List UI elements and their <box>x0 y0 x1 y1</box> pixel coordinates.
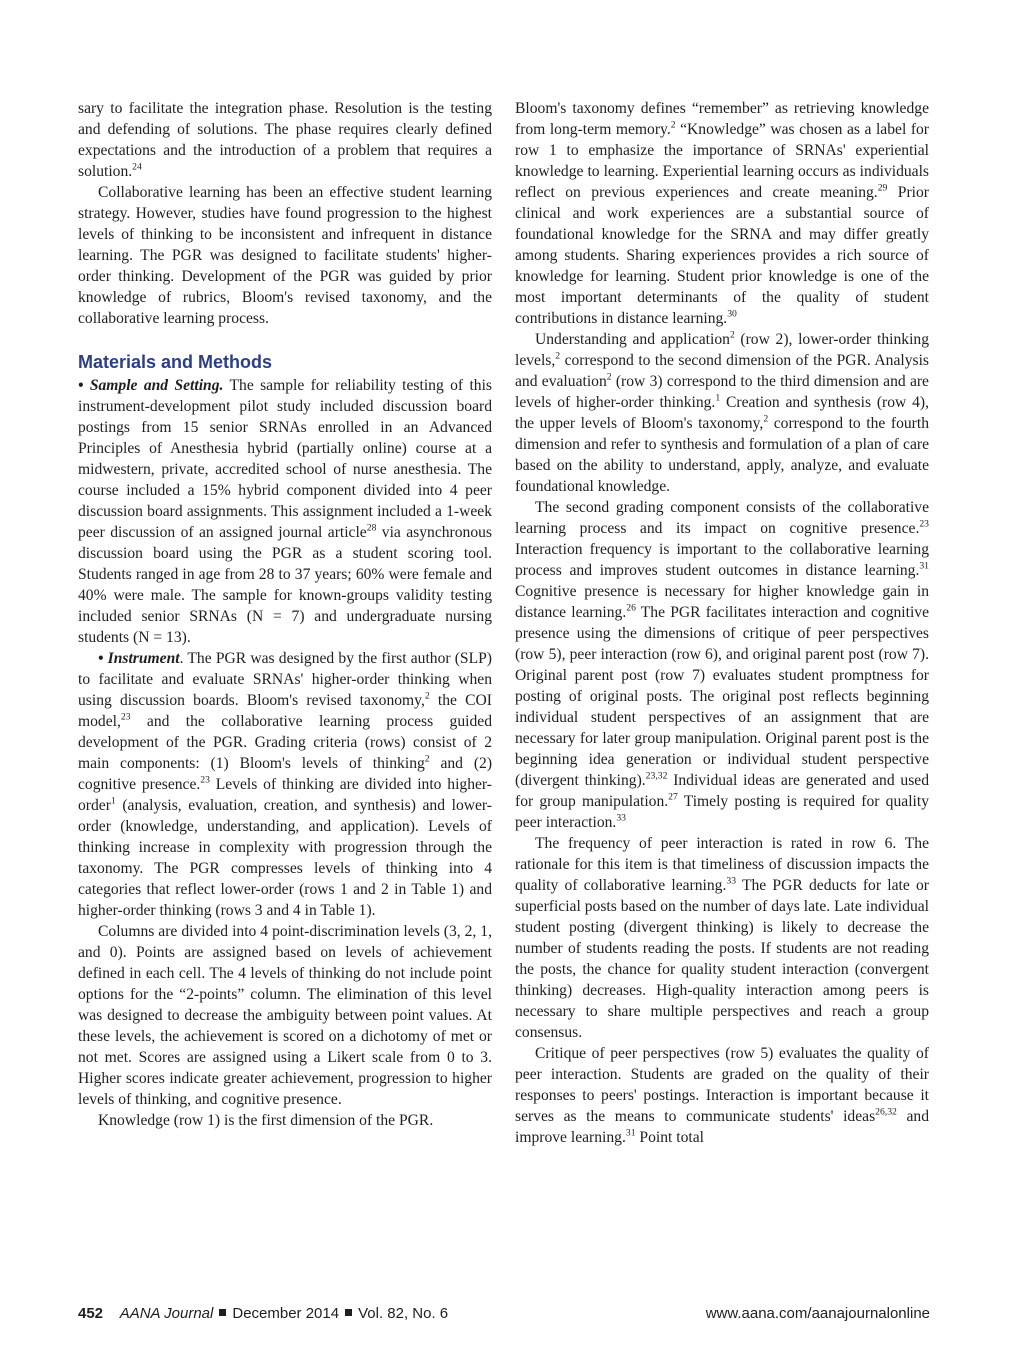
paragraph-text: and (2) cognitive presence. <box>78 755 493 793</box>
paragraph-text: The PGR facilitates interaction and cognitive presence using the dimensions of critique of peer perspectives (row 5), peer interaction (row 6), and original parent post (row 7). Original parent post (row 7) evaluates student promptness for posting of original posts. The original post reflects beginning individual student perspectives of an assignment that are necessary for later group manipulation. Original parent post is the beginning idea generation or individual student perspective (divergent thinking). <box>515 604 930 789</box>
paragraph: Knowledge (row 1) is the first dimension of the PGR. <box>98 1112 434 1129</box>
paragraph <box>515 497 929 833</box>
run-in-heading: • Sample and Setting. <box>78 377 224 394</box>
citation-ref: 28 <box>366 522 377 534</box>
page-number: 452 <box>78 1305 104 1322</box>
citation-ref: 2 <box>606 371 612 383</box>
paragraph <box>515 98 929 329</box>
paragraph-text: correspond to the fourth dimension and refer to synthesis and formulation of a plan of care based on the ability to understand, apply, analyze, and evaluate foundational knowledge. <box>515 415 930 495</box>
citation-ref: 1 <box>110 795 116 807</box>
paragraph-text: correspond to the second dimension of the PGR. Analysis and evaluation <box>515 352 929 390</box>
citation-ref: 30 <box>727 308 737 320</box>
paragraph-text: via asynchronous discussion board using the PGR as a student scoring tool. Students ranged in age from 28 to 37 years; 60% were female and 40% were male. The sample for known-groups validity testing included senior SRNAs (N = 7) and undergraduate nursing students (N = 13). <box>78 524 492 646</box>
citation-ref: 23 <box>120 711 131 723</box>
paragraph-text: . The PGR was designed by the first author (SLP) to facilitate and evaluate SRNAs' higher-order thinking when using discussion boards. Bloom's revised taxonomy, <box>78 650 493 709</box>
citation-ref: 2 <box>424 690 430 702</box>
journal-url-link[interactable]: www.aana.com/aanajournalonline <box>705 1305 930 1322</box>
paragraph-text: (analysis, evaluation, creation, and synthesis) and lower-order (knowledge, understanding, and application). Levels of thinking increase in complexity with progression through the taxonomy. The PGR compresses levels of thinking into 4 categories that reflect lower-order (rows 1 and 2 in Table 1) and higher-order thinking (rows 3 and 4 in Table 1). <box>78 797 492 919</box>
citation-ref: 1 <box>715 392 721 404</box>
citation-ref: 23,32 <box>645 770 668 782</box>
journal-name: AANA Journal <box>119 1305 214 1322</box>
left-column <box>78 98 492 1131</box>
citation-ref: 23 <box>200 774 210 786</box>
citation-ref: 29 <box>877 182 888 194</box>
citation-ref: 2 <box>670 119 676 131</box>
paragraph-sample-setting <box>78 375 492 648</box>
run-in-heading: • Instrument <box>98 650 180 667</box>
paragraph-text: Individual ideas are generated and used for group manipulation. <box>515 772 929 810</box>
citation-ref: 27 <box>668 791 678 803</box>
citation-ref: 2 <box>424 753 430 765</box>
paragraph: Collaborative learning has been an effective student learning strategy. However, studies have found progression to the highest levels of thinking to be inconsistent and infrequent in distance learning. The PGR was designed to facilitate students' higher-order thinking. Development of the PGR was guided by prior knowledge of rubrics, Bloom's revised taxonomy, and the collaborative learning process. <box>78 184 492 327</box>
paragraph-text: The PGR deducts for late or superficial posts based on the number of days late. Late individual student posting (divergent thinking) is likely to decrease the number of students reading the posts. If students are not reading the posts, the chance for quality student interaction (convergent thinking) decreases. High-quality interaction among peers is necessary to share multiple perspectives and reach a group consensus. <box>515 877 929 1041</box>
volume-issue: Vol. 82, No. 6 <box>358 1305 449 1322</box>
paragraph-text: Interaction frequency is important to the collaborative learning process and improves student outcomes in distance learning. <box>515 541 929 579</box>
section-heading: Materials and Methods <box>78 352 273 372</box>
paragraph-text: and the collaborative learning process guided development of the PGR. Grading criteria (rows) consist of 2 main components: (1) Bloom's levels of thinking <box>78 713 492 772</box>
citation-ref: 26,32 <box>875 1106 897 1118</box>
paragraph-text: The second grading component consists of the collaborative learning process and its impact on cognitive presence. <box>515 499 929 537</box>
paragraph-text: Understanding and application <box>535 331 730 348</box>
paragraph-text: Creation and synthesis (row 4), the upper levels of Bloom's taxonomy, <box>515 394 929 432</box>
paragraph-text: Point total <box>635 1129 704 1146</box>
separator-square-icon <box>345 1309 352 1316</box>
citation-ref: 33 <box>616 812 626 824</box>
paragraph-text: “Knowledge” was chosen as a label for row 1 to emphasize the importance of SRNAs' experiential knowledge to learning. Experiential learning occurs as individuals reflect on previous experiences and create meaning. <box>515 121 930 201</box>
paragraph-text: (row 3) correspond to the third dimension and are levels of higher-order thinking. <box>515 373 929 411</box>
paragraph-text: The frequency of peer interaction is rated in row 6. The rationale for this item is that timeliness of discussion impacts the quality of collaborative learning. <box>515 835 929 894</box>
paragraph <box>515 329 929 497</box>
paragraph-text: the COI model, <box>78 692 492 730</box>
paragraph <box>515 833 929 1043</box>
paragraph-text: Bloom's taxonomy defines “remember” as retrieving knowledge from long-term memory. <box>515 100 929 138</box>
citation-ref: 26 <box>626 602 636 614</box>
paragraph-text: Levels of thinking are divided into higher-order <box>78 776 492 814</box>
paragraph-text: and improve learning. <box>515 1108 929 1146</box>
paragraph: Columns are divided into 4 point-discrimination levels (3, 2, 1, and 0). Points are assigned based on levels of achievement defined in each cell. The 4 levels of thinking do not include point options for the “2-points” column. The elimination of this level was designed to decrease the ambiguity between point values. At these levels, the achievement is scored on a dichotomy of met or not met. Scores are assigned using a Likert scale from 0 to 3. Higher scores indicate greater achievement, progression to higher levels of thinking, and cognitive presence. <box>78 923 492 1108</box>
paragraph-text: Cognitive presence is necessary for higher knowledge gain in distance learning. <box>515 583 929 621</box>
citation-ref: 33 <box>726 875 737 887</box>
citation-ref: 24 <box>132 161 142 173</box>
paragraph-instrument <box>78 648 492 921</box>
paragraph-text: Critique of peer perspectives (row 5) evaluates the quality of peer interaction. Students are graded on the quality of their responses to peers' postings. Interaction is important because it serves as the means to communicate students' ideas <box>515 1045 929 1125</box>
issue-date: December 2014 <box>232 1305 340 1322</box>
paragraph-text: Prior clinical and work experiences are a substantial source of foundational knowledge for the SRNA and may differ greatly among students. Sharing experiences provides a rich source of knowledge for learning. Student prior knowledge is one of the most important determinants of the quality of student contributions in distance learning. <box>515 184 929 327</box>
paragraph-text: The sample for reliability testing of this instrument-development pilot study included discussion board postings from 15 senior SRNAs enrolled in an Advanced Principles of Anesthesia hybrid (partially online) course at a midwestern, private, accredited school of nurse anesthesia. The course included a 15% hybrid component divided into 4 peer discussion board assignments. This assignment included a 1-week peer discussion of an assigned journal article <box>78 377 492 541</box>
paragraph-text: Timely posting is required for quality peer interaction. <box>515 793 929 831</box>
right-column <box>515 98 929 1148</box>
paragraph-text: sary to facilitate the integration phase. Resolution is the testing and defending of solutions. The phase requires clearly defined expectations and the introduction of a problem that requires a solution. <box>78 100 492 180</box>
citation-ref: 31 <box>919 560 929 572</box>
citation-ref: 2 <box>729 329 735 341</box>
citation-ref: 23 <box>919 518 929 530</box>
page-footer <box>78 1305 930 1322</box>
separator-square-icon <box>219 1309 226 1316</box>
citation-ref: 2 <box>763 413 769 425</box>
paragraph <box>515 1043 929 1148</box>
citation-ref: 31 <box>625 1127 636 1139</box>
paragraph-text: (row 2), lower-order thinking levels, <box>515 331 930 369</box>
citation-ref: 2 <box>555 350 561 362</box>
paragraph <box>78 98 492 182</box>
